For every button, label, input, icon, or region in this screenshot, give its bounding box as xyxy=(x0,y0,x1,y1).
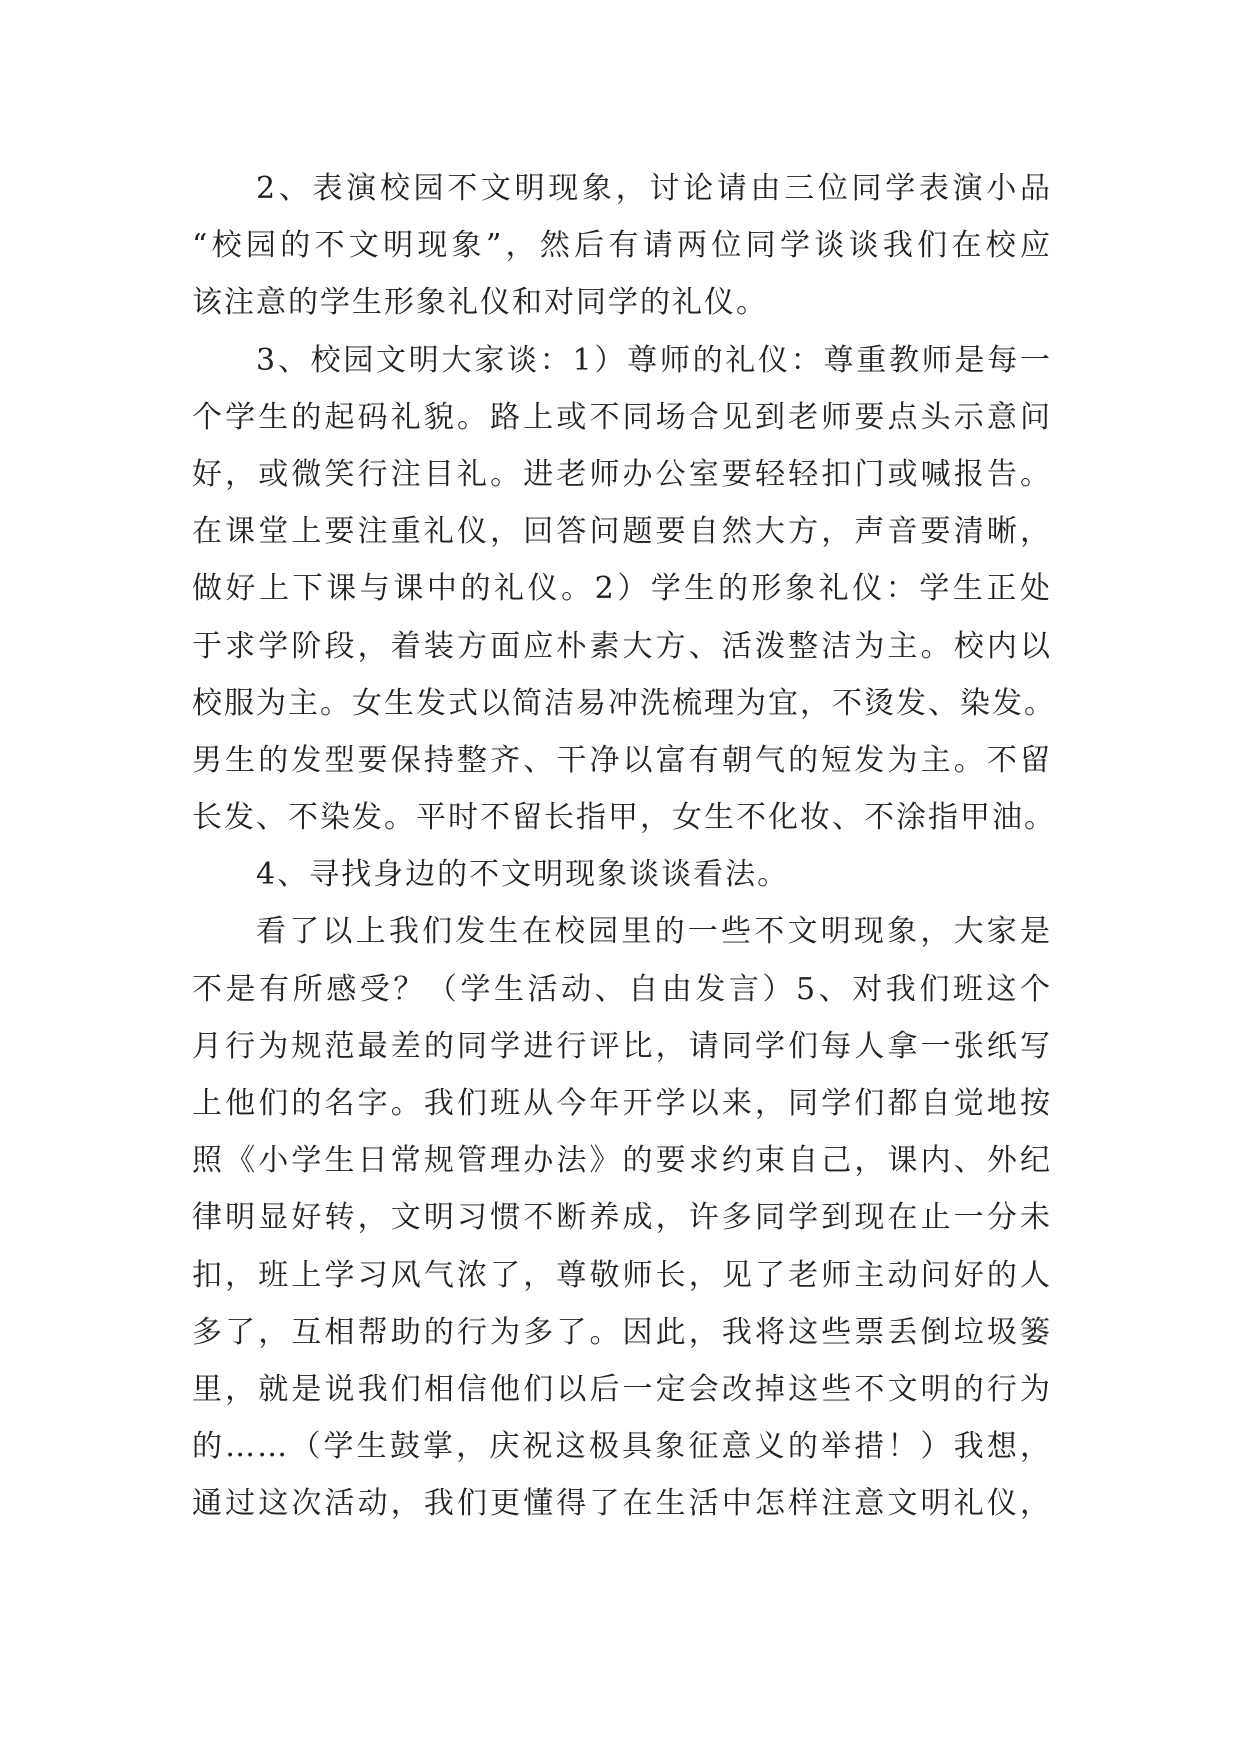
paragraph-line: 3、校园文明大家谈：1）尊师的礼仪：尊重教师是每一 xyxy=(256,342,1052,378)
paragraph-line: 2、表演校园不文明现象，讨论请由三位同学表演小品 xyxy=(256,171,1052,206)
paragraph-line: 里，就是说我们相信他们以后一定会改掉这些不文明的行为 xyxy=(192,1371,1052,1407)
paragraph-line: 于求学阶段，着装方面应朴素大方、活泼整洁为主。校内以 xyxy=(192,628,1052,664)
paragraph-line: 律明显好转，文明习惯不断养成，许多同学到现在止一分未 xyxy=(192,1200,1052,1236)
paragraph-line: 的……（学生鼓掌，庆祝这极具象征意义的举措！）我想， xyxy=(192,1429,1052,1465)
paragraph-line: “校园的不文明现象”，然后有请两位同学谈谈我们在校应 xyxy=(192,228,1052,264)
paragraph-line: 校服为主。女生发式以简洁易冲洗梳理为宜，不烫发、染发。 xyxy=(192,685,1056,721)
paragraph-line: 长发、不染发。平时不留长指甲，女生不化妆、不涂指甲油。 xyxy=(192,800,1056,836)
paragraph-line: 在课堂上要注重礼仪，回答问题要自然大方，声音要清晰， xyxy=(192,514,1052,550)
paragraph-line: 4、寻找身边的不文明现象谈谈看法。 xyxy=(256,857,790,893)
paragraph-line: 好，或微笑行注目礼。进老师办公室要轻轻扣门或喊报告。 xyxy=(192,456,1052,492)
document-body xyxy=(192,160,1056,1533)
paragraph-line: 男生的发型要保持整齐、干净以富有朝气的短发为主。不留 xyxy=(192,742,1052,778)
paragraph-line: 照《小学生日常规管理办法》的要求约束自己，课内、外纪 xyxy=(192,1143,1052,1179)
paragraph-line: 该注意的学生形象礼仪和对同学的礼仪。 xyxy=(192,285,768,321)
paragraph-line: 上他们的名字。我们班从今年开学以来，同学们都自觉地按 xyxy=(192,1086,1052,1121)
paragraph-line: 扣，班上学习风气浓了，尊敬师长，见了老师主动问好的人 xyxy=(192,1257,1052,1293)
paragraph-line: 看了以上我们发生在校园里的一些不文明现象，大家是 xyxy=(256,914,1052,950)
paragraph-line: 做好上下课与课中的礼仪。2）学生的形象礼仪：学生正处 xyxy=(192,571,1052,607)
paragraph-line: 个学生的起码礼貌。路上或不同场合见到老师要点头示意问 xyxy=(192,399,1052,435)
paragraph-line: 不是有所感受？（学生活动、自由发言）5、对我们班这个 xyxy=(192,971,1052,1007)
paragraph-line: 多了，互相帮助的行为多了。因此，我将这些票丢倒垃圾篓 xyxy=(192,1314,1052,1350)
paragraph-line: 月行为规范最差的同学进行评比，请同学们每人拿一张纸写 xyxy=(192,1028,1052,1064)
paragraph-line: 通过这次活动，我们更懂得了在生活中怎样注意文明礼仪， xyxy=(192,1486,1052,1522)
